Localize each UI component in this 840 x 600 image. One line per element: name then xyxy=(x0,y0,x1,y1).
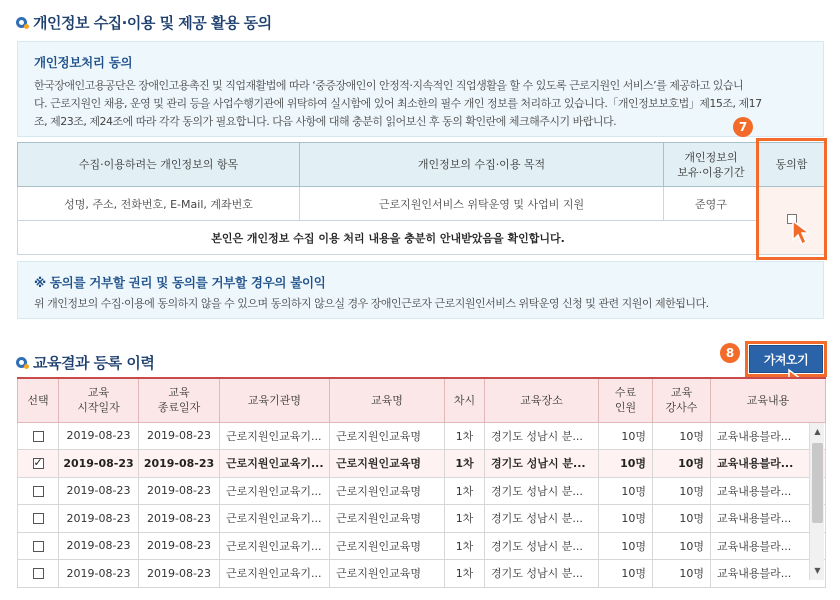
edu-header-start: 교육 시작일자 xyxy=(59,378,139,422)
table-row[interactable] xyxy=(18,560,826,588)
consent-confirm-text: 본인은 개인정보 수집 이용 처리 내용을 충분히 안내받았음을 확인합니다. xyxy=(18,221,759,255)
edu-cell-end: 2019-08-23 xyxy=(139,560,220,588)
edu-cell-org: 근로지원인교육기... xyxy=(220,560,330,588)
edu-cell-name: 근로지원인교육명 xyxy=(330,422,445,450)
consent-cell-purpose: 근로지원인서비스 위탁운영 및 사업비 지원 xyxy=(300,187,664,221)
edu-cell-content: 교육내용블라... xyxy=(711,422,826,450)
consent-table xyxy=(17,142,825,255)
edu-cell-teachers: 10명 xyxy=(653,477,711,505)
edu-cell-select xyxy=(18,560,59,588)
edu-cell-select xyxy=(18,422,59,450)
privacy-section-title xyxy=(16,12,272,33)
edu-cell-session: 1차 xyxy=(445,505,485,533)
edu-header-teachers: 교육 강사수 xyxy=(653,378,711,422)
edu-cell-start: 2019-08-23 xyxy=(59,450,139,478)
edu-cell-org: 근로지원인교육기... xyxy=(220,450,330,478)
step-7-badge: 7 xyxy=(733,117,753,137)
privacy-section-title-text: 개인정보 수집·이용 및 제공 활용 동의 xyxy=(33,14,272,32)
edu-cell-org: 근로지원인교육기... xyxy=(220,532,330,560)
consent-header-purpose: 개인정보의 수집·이용 목적 xyxy=(300,143,664,187)
edu-cell-completed: 10명 xyxy=(599,560,653,588)
edu-cell-name: 근로지원인교육명 xyxy=(330,532,445,560)
edu-cell-select xyxy=(18,505,59,533)
edu-cell-session: 1차 xyxy=(445,422,485,450)
row-select-checkbox[interactable] xyxy=(33,431,44,442)
privacy-info-box xyxy=(17,41,824,137)
edu-cell-org: 근로지원인교육기... xyxy=(220,422,330,450)
privacy-box-line-1: 한국장애인고용공단은 장애인고용촉진 및 직업재활법에 따라 ‘중증장애인이 안정적·지속적인 직업생활을 할 수 있도록 근로지원인 서비스’를 제공하고 있습니 xyxy=(34,79,744,92)
edu-cell-session: 1차 xyxy=(445,477,485,505)
edu-header-completed: 수료 인원 xyxy=(599,378,653,422)
edu-cell-end: 2019-08-23 xyxy=(139,477,220,505)
table-row[interactable] xyxy=(18,422,826,450)
consent-header-agree: 동의함 xyxy=(759,143,825,187)
edu-cell-place: 경기도 성남시 분... xyxy=(485,422,599,450)
edu-cell-content: 교육내용블라... xyxy=(711,560,826,588)
edu-cell-completed: 10명 xyxy=(599,532,653,560)
table-row[interactable] xyxy=(18,532,826,560)
edu-cell-session: 1차 xyxy=(445,450,485,478)
cursor-arrow-icon xyxy=(790,218,820,248)
education-section-title xyxy=(16,352,154,373)
education-section-title-text: 교육결과 등록 이력 xyxy=(33,354,155,372)
edu-cell-select xyxy=(18,477,59,505)
edu-cell-start: 2019-08-23 xyxy=(59,422,139,450)
row-select-checkbox[interactable] xyxy=(33,486,44,497)
edu-cell-name: 근로지원인교육명 xyxy=(330,505,445,533)
edu-cell-completed: 10명 xyxy=(599,450,653,478)
consent-cell-period: 준영구 xyxy=(664,187,759,221)
edu-cell-org: 근로지원인교육기... xyxy=(220,477,330,505)
edu-cell-teachers: 10명 xyxy=(653,450,711,478)
table-scrollbar[interactable] xyxy=(809,423,824,580)
edu-header-place: 교육장소 xyxy=(485,378,599,422)
edu-cell-end: 2019-08-23 xyxy=(139,505,220,533)
consent-header-items: 수집·이용하려는 개인정보의 항목 xyxy=(18,143,300,187)
edu-cell-place: 경기도 성남시 분... xyxy=(485,560,599,588)
edu-cell-place: 경기도 성남시 분... xyxy=(485,477,599,505)
edu-cell-content: 교육내용블라... xyxy=(711,532,826,560)
edu-cell-org: 근로지원인교육기... xyxy=(220,505,330,533)
row-select-checkbox[interactable] xyxy=(33,458,44,469)
row-select-checkbox[interactable] xyxy=(33,568,44,579)
consent-header-period: 개인정보의 보유·이용기간 xyxy=(664,143,759,187)
edu-cell-content: 교육내용블라... xyxy=(711,477,826,505)
row-select-checkbox[interactable] xyxy=(33,513,44,524)
edu-header-name: 교육명 xyxy=(330,378,445,422)
education-table xyxy=(17,377,826,588)
edu-cell-session: 1차 xyxy=(445,532,485,560)
scroll-down-arrow-icon[interactable]: ▼ xyxy=(814,566,821,575)
edu-cell-start: 2019-08-23 xyxy=(59,532,139,560)
edu-cell-session: 1차 xyxy=(445,560,485,588)
edu-cell-place: 경기도 성남시 분... xyxy=(485,532,599,560)
edu-cell-teachers: 10명 xyxy=(653,560,711,588)
edu-cell-name: 근로지원인교육명 xyxy=(330,450,445,478)
consent-cell-items: 성명, 주소, 전화번호, E-Mail, 계좌번호 xyxy=(18,187,300,221)
edu-cell-place: 경기도 성남시 분... xyxy=(485,450,599,478)
ring-bullet-icon xyxy=(16,17,27,28)
edu-cell-teachers: 10명 xyxy=(653,422,711,450)
edu-cell-end: 2019-08-23 xyxy=(139,422,220,450)
edu-cell-content: 교육내용블라... xyxy=(711,450,826,478)
edu-header-session: 차시 xyxy=(445,378,485,422)
fetch-button[interactable]: 가져오기 xyxy=(749,345,823,373)
scroll-up-arrow-icon[interactable]: ▲ xyxy=(814,427,821,436)
edu-cell-end: 2019-08-23 xyxy=(139,532,220,560)
edu-cell-name: 근로지원인교육명 xyxy=(330,477,445,505)
step-8-badge: 8 xyxy=(720,343,740,363)
table-row[interactable] xyxy=(18,450,826,478)
table-row[interactable] xyxy=(18,505,826,533)
edu-cell-name: 근로지원인교육명 xyxy=(330,560,445,588)
edu-cell-completed: 10명 xyxy=(599,422,653,450)
refusal-info-box xyxy=(17,261,824,319)
edu-cell-teachers: 10명 xyxy=(653,532,711,560)
edu-cell-start: 2019-08-23 xyxy=(59,505,139,533)
edu-cell-start: 2019-08-23 xyxy=(59,560,139,588)
table-row[interactable] xyxy=(18,477,826,505)
edu-header-select: 선택 xyxy=(18,378,59,422)
edu-header-org: 교육기관명 xyxy=(220,378,330,422)
ring-bullet-icon xyxy=(16,357,27,368)
edu-cell-teachers: 10명 xyxy=(653,505,711,533)
edu-cell-place: 경기도 성남시 분... xyxy=(485,505,599,533)
scroll-thumb[interactable] xyxy=(812,443,823,523)
edu-cell-select xyxy=(18,532,59,560)
edu-cell-completed: 10명 xyxy=(599,505,653,533)
edu-cell-start: 2019-08-23 xyxy=(59,477,139,505)
edu-header-content: 교육내용 xyxy=(711,378,826,422)
refusal-title: ※ 동의를 거부할 권리 및 동의를 거부할 경우의 불이익 xyxy=(34,275,326,290)
edu-cell-content: 교육내용블라... xyxy=(711,505,826,533)
privacy-box-line-3: 조, 제23조, 제24조에 따라 각각 동의가 필요합니다. 다음 사항에 대해 충분히 읽어보신 후 동의 확인란에 체크해주시기 바랍니다. xyxy=(34,115,617,128)
privacy-box-title: 개인정보처리 동의 xyxy=(34,55,133,70)
edu-header-end: 교육 종료일자 xyxy=(139,378,220,422)
privacy-box-line-2: 다. 근로지원인 채용, 운영 및 관리 등을 사업수행기관에 위탁하여 실시함에 있어 최소한의 필수 개인 정보를 처리하고 있습니다.「개인정보보호법」제15조, 제17 xyxy=(34,97,762,110)
edu-cell-completed: 10명 xyxy=(599,477,653,505)
refusal-text: 위 개인정보의 수집·이용에 동의하지 않을 수 있으며 동의하지 않으실 경우 장애인근로자 근로지원인서비스 위탁운영 신청 및 관련 지원이 제한됩니다. xyxy=(34,297,709,310)
edu-cell-select xyxy=(18,450,59,478)
edu-cell-end: 2019-08-23 xyxy=(139,450,220,478)
row-select-checkbox[interactable] xyxy=(33,541,44,552)
